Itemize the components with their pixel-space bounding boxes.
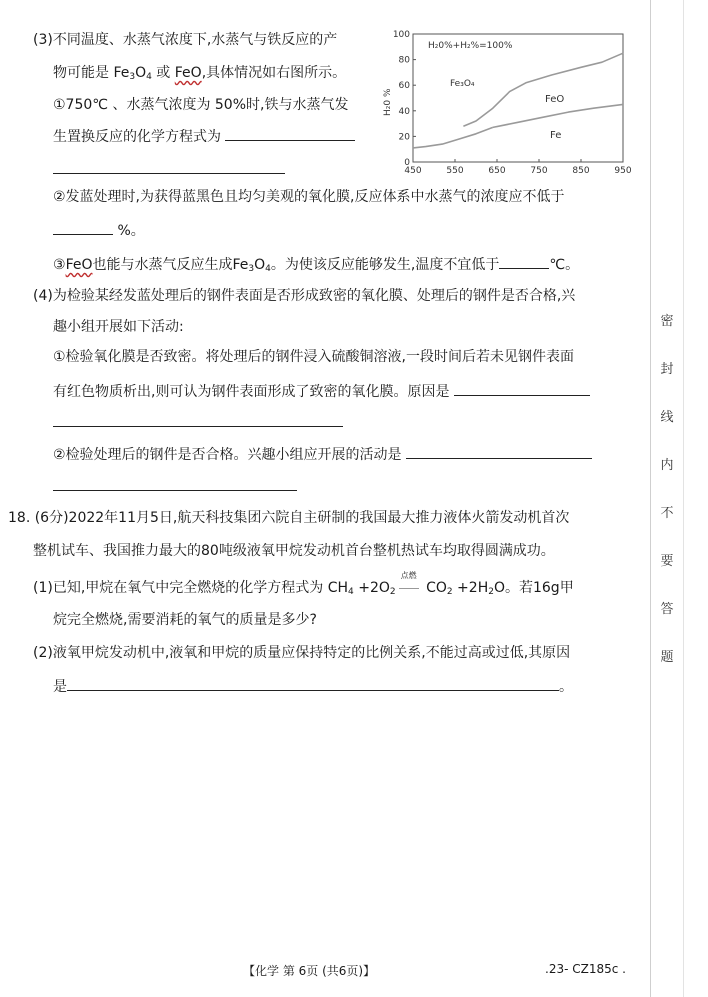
x-tick-label: 750 — [530, 166, 548, 176]
fe3o4-o: O — [135, 65, 147, 81]
x-tick-label: 550 — [446, 166, 464, 176]
q18-p2-line1 — [33, 643, 570, 663]
q18-intro-line2 — [33, 541, 555, 561]
q3-p2-answer-blank[interactable] — [53, 220, 113, 235]
q18-p1-h2o: +2H — [452, 580, 489, 596]
q18-intro-b: 整机试车、我国推力最大的80吨级液氧甲烷发动机首台整机热试车均取得圆满成功。 — [33, 543, 555, 559]
q4-p1-b: 有红色物质析出,则可认为钢件表面形成了致密的氧化膜。原因是 — [53, 384, 450, 400]
fe3o4-sub2: 4 — [146, 72, 152, 82]
margin-rule-outer — [683, 0, 684, 997]
q18-p1-a-pre: (1)已知,甲烷在氧气中完全燃烧的化学方程式为 CH — [33, 580, 349, 596]
y-tick-label: 80 — [398, 55, 410, 66]
q18-p2-a: (2)液氧甲烷发动机中,液氧和甲烷的质量应保持特定的比例关系,不能过高或过低,其原因 — [33, 645, 571, 661]
o2-sub: 2 — [389, 587, 396, 597]
margin-char-2: 封 — [660, 362, 674, 377]
q3-intro-b-pre: 物可能是 — [53, 65, 114, 81]
margin-char-7: 答 — [660, 602, 674, 617]
q3-p1-line1 — [53, 95, 348, 115]
q3-p2-a: ②发蓝处理时,为获得蓝黑色且均匀美观的氧化膜,反应体系中水蒸气的浓度应不低于 — [53, 189, 565, 205]
y-tick-label: 100 — [392, 30, 410, 40]
q4-p1-answer-line2[interactable] — [53, 426, 343, 427]
q3-p1-line2 — [53, 126, 355, 147]
y-tick-label: 60 — [398, 81, 410, 92]
q4-intro-a: (4)为检验某经发蓝处理后的钢件表面是否形成致密的氧化膜、处理后的钢件是否合格,兴 — [33, 288, 576, 304]
q18-p2-b-post: 。 — [559, 679, 573, 695]
chart-annotation: H₂0%+H₂%=100% — [428, 41, 513, 51]
q3-p1-a: ①750℃ 、水蒸气浓度为 50%时,铁与水蒸气发 — [53, 97, 349, 113]
margin-char-6: 要 — [660, 554, 674, 569]
x-tick-label: 850 — [572, 166, 590, 176]
x-tick-label: 950 — [614, 166, 632, 176]
margin-rule — [650, 0, 651, 997]
q3-p2-unit: %。 — [117, 223, 145, 239]
x-tick-label: 650 — [488, 166, 506, 176]
q3-p1-answer-line2[interactable] — [53, 173, 285, 174]
fe3o4-fe: Fe — [113, 65, 130, 81]
margin-char-4: 内 — [660, 458, 674, 473]
x-tick-label: 450 — [404, 166, 422, 176]
q18-p1-b: 烷完全燃烧,需要消耗的氧气的质量是多少? — [53, 612, 317, 628]
margin-char-5: 不 — [660, 506, 674, 521]
q18-p1-plus: +2O — [353, 580, 390, 596]
footer-page: 【化学 第 6页 (共6页)】 — [243, 964, 376, 978]
margin-char-1: 密 — [660, 314, 674, 329]
q4-p2-a: ②检验处理后的钢件是否合格。兴趣小组应开展的活动是 — [53, 447, 402, 463]
q3-p2-line1 — [53, 187, 564, 207]
q18-p1-co: CO — [421, 580, 447, 596]
margin-char-8: 题 — [660, 650, 674, 665]
q3-p3-o: O — [254, 257, 266, 273]
q3-intro-or: 或 — [151, 65, 175, 81]
footer-code: .23- CZ185c . — [545, 962, 626, 976]
region-label-fe3o4: Fe₃O₄ — [450, 79, 475, 89]
h2o-sub: 2 — [488, 587, 494, 597]
q3-intro-a: (3)不同温度、水蒸气浓度下,水蒸气与铁反应的产 — [33, 32, 338, 48]
q4-p1-line1 — [53, 347, 574, 367]
q3-p3-answer-blank[interactable] — [499, 254, 549, 269]
q18-p2-b-pre: 是 — [53, 679, 67, 695]
q3-intro-line2 — [53, 63, 346, 87]
q3-p1-b: 生置换反应的化学方程式为 — [53, 129, 221, 145]
q3-p3-post: 。为使该反应能够发生,温度不宜低于 — [270, 257, 500, 273]
region-label-feo: FeO — [545, 94, 565, 105]
q3-p1-answer-blank[interactable] — [225, 126, 355, 141]
chart-ylabel: H₂0 % — [383, 88, 393, 116]
q4-intro-line2 — [53, 317, 184, 337]
y-tick-label: 0 — [404, 158, 410, 168]
q4-p2-line1 — [53, 444, 592, 465]
q18-p1-line1 — [33, 571, 574, 602]
margin-char-3: 线 — [660, 410, 674, 425]
fe3o4-sub1: 3 — [129, 72, 136, 82]
q3-p3-line — [53, 254, 579, 279]
reaction-arrow — [396, 571, 422, 598]
y-tick-label: 40 — [398, 106, 410, 117]
q3-p3-unit: ℃。 — [549, 257, 580, 273]
q18-p2-line2 — [53, 676, 573, 697]
q18-intro-line1 — [8, 508, 569, 528]
q18-p1-post: O。若16g甲 — [493, 580, 574, 596]
q4-p1-answer-blank[interactable] — [454, 381, 590, 396]
ch4-sub: 4 — [348, 587, 354, 597]
q3-p3-feo: FeO — [65, 257, 93, 273]
q3-p3-sub2: 4 — [265, 264, 271, 274]
q3-p2-line2 — [53, 220, 145, 241]
q3-intro-b-post: ,具体情况如右图所示。 — [201, 65, 347, 81]
q4-p2-answer-blank[interactable] — [406, 444, 592, 459]
q3-p3-mid: 也能与水蒸气反应生成Fe — [92, 257, 249, 273]
y-tick-label: 20 — [398, 132, 410, 143]
feo-word: FeO — [174, 65, 202, 81]
q4-p2-answer-line2[interactable] — [53, 490, 297, 491]
phase-diagram-chart — [380, 28, 640, 183]
q4-p1-a: ①检验氧化膜是否致密。将处理后的钢件浸入硫酸铜溶液,一段时间后若未见钢件表面 — [53, 349, 574, 365]
reaction-condition: 点燃 — [400, 571, 417, 580]
region-label-fe: Fe — [550, 130, 562, 141]
q18-intro-a: 18. (6分)2022年11月5日,航天科技集团六院自主研制的我国最大推力液体火箭发动机首次 — [8, 510, 570, 526]
q18-p2-answer-blank[interactable] — [67, 676, 559, 691]
q4-intro-b: 趣小组开展如下活动: — [53, 319, 184, 335]
q3-p3-sub1: 3 — [248, 264, 255, 274]
co2-sub: 2 — [446, 587, 453, 597]
q4-intro-line1 — [33, 286, 575, 306]
q3-p3-pre: ③ — [53, 257, 66, 273]
q4-p1-line2 — [53, 381, 590, 402]
q18-p1-line2 — [53, 610, 317, 630]
q3-intro-line1 — [33, 30, 337, 50]
